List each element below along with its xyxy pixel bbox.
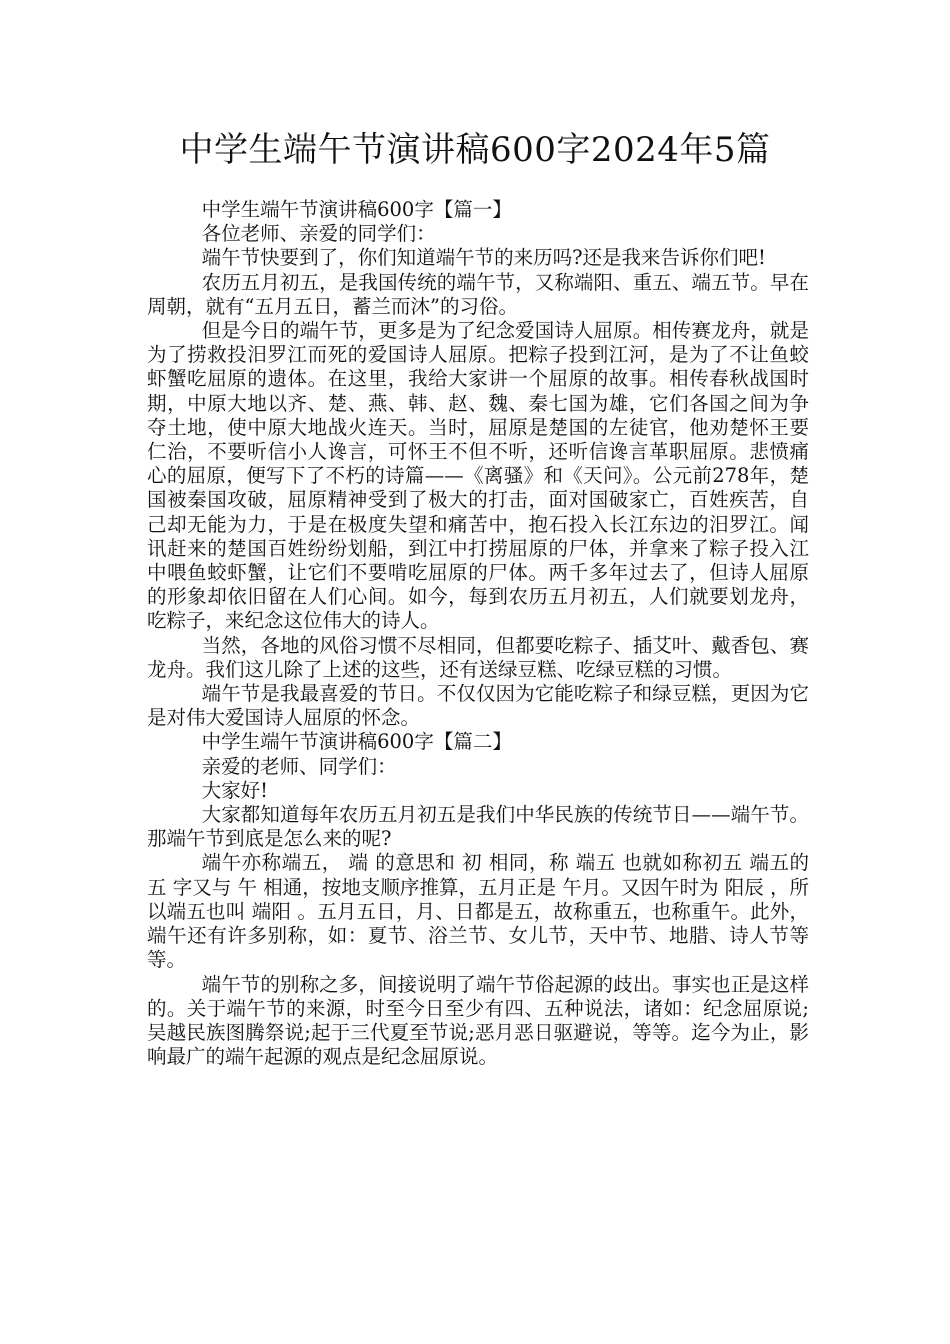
greeting: 大家好! bbox=[201, 778, 268, 802]
salutation: 亲爱的老师、同学们： bbox=[201, 754, 397, 778]
paragraph: 当然，各地的风俗习惯不尽相同，但都要吃粽子、插艾叶、戴香包、赛龙舟。我们这儿除了上述的这些，还有送绿豆糕、吃绿豆糕的习惯。 bbox=[147, 633, 809, 681]
paragraph: 农历五月初五，是我国传统的端午节，又称端阳、重五、端五节。早在周朝，就有“五月五日，蓄兰而沐”的习俗。 bbox=[147, 270, 809, 318]
paragraph: 端午亦称端五， 端 的意思和 初 相同，称 端五 也就如称初五 端五的 五 字又与 午 相通，按地支顺序推算，五月正是 午月。又因午时为 阳辰 ，所以端五也叫 端阳 。五月五日，月、日都是五，故称重五，也称重午。此外，端午还有许多别称，如：夏节、浴兰节、女儿节，天中节、地腊、诗人节等等。 bbox=[147, 851, 809, 972]
paragraph: 端午节快要到了，你们知道端午节的来历吗?还是我来告诉你们吧! bbox=[201, 246, 766, 270]
section-heading: 中学生端午节演讲稿600字【篇二】 bbox=[201, 730, 512, 754]
paragraph: 大家都知道每年农历五月初五是我们中华民族的传统节日——端午节。那端午节到底是怎么来的呢? bbox=[147, 803, 809, 851]
paragraph: 端午节是我最喜爱的节日。不仅仅因为它能吃粽子和绿豆糕，更因为它是对伟大爱国诗人屈原的怀念。 bbox=[147, 682, 809, 730]
paragraph: 但是今日的端午节，更多是为了纪念爱国诗人屈原。相传赛龙舟，就是为了捞救投汨罗江而死的爱国诗人屈原。把粽子投到江河，是为了不让鱼蛟虾蟹吃屈原的遗体。在这里，我给大家讲一个屈原的故事。相传春秋战国时期，中原大地以齐、楚、燕、韩、赵、魏、秦七国为雄，它们各国之间为争夺土地，使中原大地战火连天。当时，屈原是楚国的左徒官，他劝楚怀王要仁治，不要听信小人谗言，可怀王不但不听，还听信谗言革职屈原。悲愤痛心的屈原，便写下了不朽的诗篇——《离骚》和《天问》。公元前278年，楚国被秦国攻破，屈原精神受到了极大的打击，面对国破家亡，百姓疾苦，自己却无能为力，于是在极度失望和痛苦中，抱石投入长江东边的汨罗江。闻讯赶来的楚国百姓纷纷划船，到江中打捞屈原的尸体，并拿来了粽子投入江中喂鱼蛟虾蟹，让它们不要啃吃屈原的尸体。两千多年过去了，但诗人屈原的形象却依旧留在人们心间。如今，每到农历五月初五，人们就要划龙舟，吃粽子，来纪念这位伟大的诗人。 bbox=[147, 319, 809, 633]
salutation: 各位老师、亲爱的同学们： bbox=[201, 222, 436, 246]
section-heading: 中学生端午节演讲稿600字【篇一】 bbox=[201, 198, 512, 221]
document-title: 中学生端午节演讲稿600字2024年5篇 bbox=[179, 130, 771, 170]
document-body bbox=[147, 198, 809, 1069]
paragraph: 端午节的别称之多，间接说明了端午节俗起源的歧出。事实也正是这样的。关于端午节的来源，时至今日至少有四、五种说法，诸如：纪念屈原说;吴越民族图腾祭说;起于三代夏至节说;恶月恶日驱避说，等等。迄今为止，影响最广的端午起源的观点是纪念屈原说。 bbox=[147, 972, 809, 1069]
